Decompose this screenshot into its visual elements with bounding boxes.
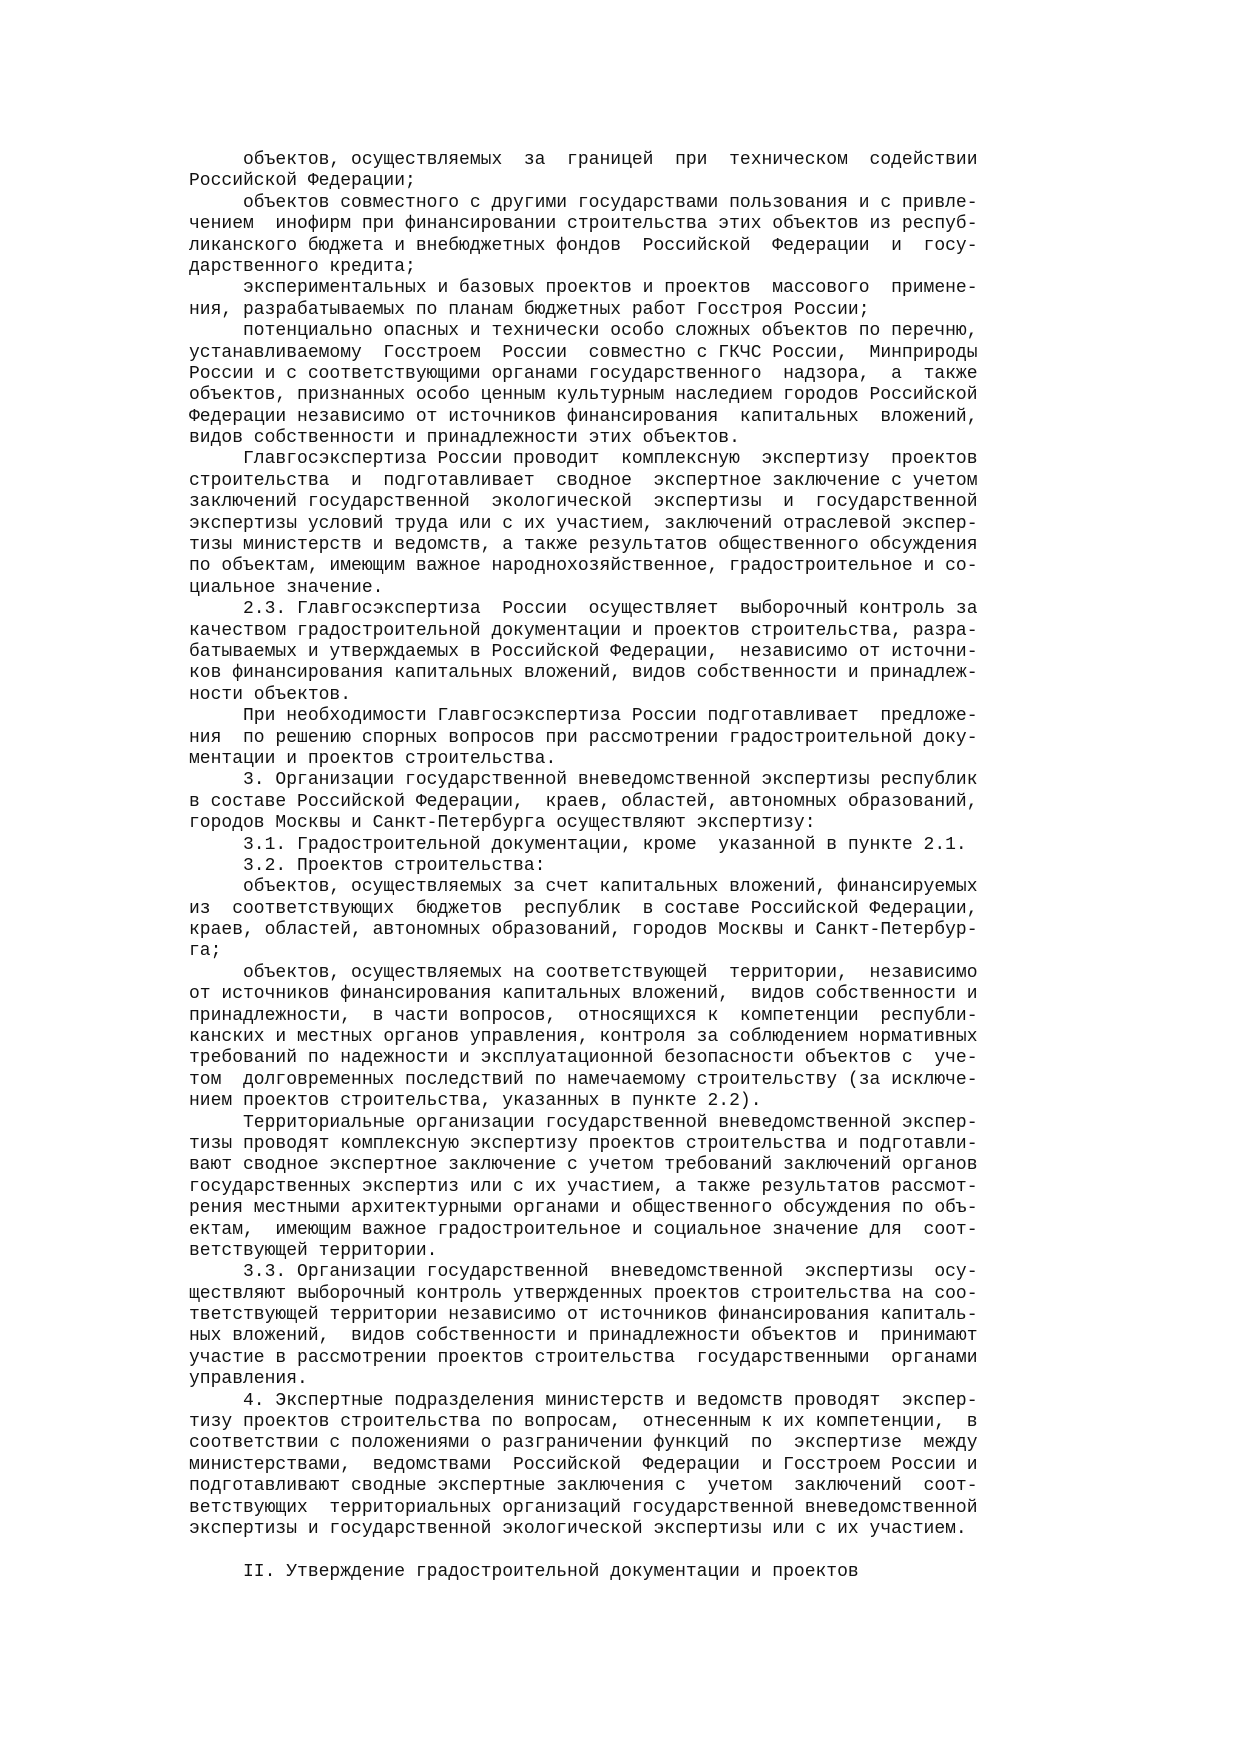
text-line: из соответствующих бюджетов республик в составе Российской Федерации,	[189, 898, 978, 919]
text-line: строительства и подготавливает сводное экспертное заключение с учетом	[189, 470, 978, 491]
text-line: соответствии с положениями о разграничении функций по экспертизе между	[189, 1433, 978, 1454]
blank-line	[189, 1540, 1029, 1561]
document-body	[189, 150, 1029, 1540]
text-line: ков финансирования капитальных вложений, видов собственности и принадлеж-	[189, 663, 978, 684]
text-line: от источников финансирования капитальных вложений, видов собственности и	[189, 984, 978, 1005]
text-line: объектов, осуществляемых за счет капитальных вложений, финансируемых	[189, 877, 978, 898]
text-line: ветствующих территориальных организаций государственной вневедомственной	[189, 1497, 978, 1518]
text-line: объектов, осуществляемых на соответствующей территории, независимо	[189, 962, 978, 983]
text-line: тветствующей территории независимо от источников финансирования капиталь-	[189, 1305, 978, 1326]
text-line: дарственного кредита;	[189, 256, 416, 277]
text-line: участие в рассмотрении проектов строительства государственными органами	[189, 1347, 978, 1368]
text-line: видов собственности и принадлежности этих объектов.	[189, 428, 740, 449]
text-line: экспертизы условий труда или с их участием, заключений отраслевой экспер-	[189, 513, 978, 534]
text-line: экспертизы и государственной экологической экспертизы или с их участием.	[189, 1519, 967, 1539]
text-line: тизы проводят комплексную экспертизу проектов строительства и подготавли-	[189, 1133, 978, 1154]
text-line: ности объектов.	[189, 684, 352, 705]
text-line: 3.3. Организации государственной вневедомственной экспертизы осу-	[189, 1262, 978, 1283]
text-line: по объектам, имеющим важное народнохозяйственное, градостроительное и со-	[189, 556, 978, 577]
text-line: нием проектов строительства, указанных в пункте 2.2).	[189, 1091, 762, 1112]
text-line: качеством градостроительной документации и проектов строительства, разра-	[189, 620, 978, 641]
text-line: России и с соответствующими органами государственного надзора, а также	[189, 363, 978, 384]
text-line: городов Москвы и Санкт-Петербурга осуществляют экспертизу:	[189, 813, 816, 834]
text-line: 3.1. Градостроительной документации, кроме указанной в пункте 2.1.	[189, 834, 967, 855]
section-heading: II. Утверждение градостроительной документации и проектов	[189, 1561, 859, 1582]
text-line: ментации и проектов строительства.	[189, 748, 557, 769]
text-line: устанавливаемому Госстроем России совместно с ГКЧС России, Минприроды	[189, 342, 978, 363]
text-line: га;	[189, 941, 222, 962]
text-line: том долговременных последствий по намечаемому строительству (за исключе-	[189, 1069, 978, 1090]
text-line: батываемых и утверждаемых в Российской Федерации, независимо от источни-	[189, 641, 978, 662]
text-line: канских и местных органов управления, контроля за соблюдением нормативных	[189, 1027, 978, 1048]
text-line: управления.	[189, 1369, 308, 1390]
text-line: подготавливают сводные экспертные заключения с учетом заключений соот-	[189, 1476, 978, 1497]
text-line: потенциально опасных и технически особо сложных объектов по перечню,	[189, 321, 978, 342]
text-line: объектов, осуществляемых за границей при техническом содействии	[189, 150, 978, 170]
text-line: ных вложений, видов собственности и принадлежности объектов и принимают	[189, 1326, 978, 1347]
text-line: краев, областей, автономных образований, городов Москвы и Санкт-Петербур-	[189, 920, 978, 941]
text-line: 3.2. Проектов строительства:	[189, 855, 546, 876]
text-line: в составе Российской Федерации, краев, областей, автономных образований,	[189, 791, 978, 812]
text-line: тизы министерств и ведомств, а также результатов общественного обсуждения	[189, 535, 978, 556]
text-line: 4. Экспертные подразделения министерств и ведомств проводят экспер-	[189, 1390, 978, 1411]
text-line: Главгосэкспертиза России проводит комплексную экспертизу проектов	[189, 449, 978, 470]
text-line: ектам, имеющим важное градостроительное и социальное значение для соот-	[189, 1219, 978, 1240]
text-line: чением инофирм при финансировании строительства этих объектов из респуб-	[189, 214, 978, 235]
text-line: принадлежности, в части вопросов, относящихся к компетенции республи-	[189, 1005, 978, 1026]
text-line: ния, разрабатываемых по планам бюджетных работ Госстроя России;	[189, 299, 870, 320]
text-line: При необходимости Главгосэкспертиза России подготавливает предложе-	[189, 706, 978, 727]
document-page	[189, 150, 1029, 1583]
text-line: 2.3. Главгосэкспертиза России осуществляет выборочный контроль за	[189, 599, 978, 620]
text-line: ществляют выборочный контроль утвержденных проектов строительства на соо-	[189, 1283, 978, 1304]
text-line: вают сводное экспертное заключение с учетом требований заключений органов	[189, 1155, 978, 1176]
text-line: заключений государственной экологической экспертизы и государственной	[189, 492, 978, 513]
text-line: Российской Федерации;	[189, 171, 416, 192]
text-line: министерствами, ведомствами Российской Федерации и Госстроем России и	[189, 1454, 978, 1475]
text-line: Федерации независимо от источников финансирования капитальных вложений,	[189, 406, 978, 427]
text-line: тизу проектов строительства по вопросам, отнесенным к их компетенции, в	[189, 1412, 978, 1433]
text-line: ния по решению спорных вопросов при рассмотрении градостроительной доку-	[189, 727, 978, 748]
text-line: циальное значение.	[189, 577, 384, 598]
text-line: Территориальные организации государственной вневедомственной экспер-	[189, 1112, 978, 1133]
text-line: государственных экспертиз или с их участием, а также результатов рассмот-	[189, 1176, 978, 1197]
text-line: ветствующей территории.	[189, 1240, 438, 1261]
text-line: объектов, признанных особо ценным культурным наследием городов Российской	[189, 385, 978, 406]
text-line: требований по надежности и эксплуатационной безопасности объектов с уче-	[189, 1048, 978, 1069]
text-line: объектов совместного с другими государствами пользования и с привле-	[189, 192, 978, 213]
text-line: рения местными архитектурными органами и общественного обсуждения по объ-	[189, 1198, 978, 1219]
text-line: 3. Организации государственной вневедомственной экспертизы республик	[189, 770, 978, 791]
text-line: ликанского бюджета и внебюджетных фондов Российской Федерации и госу-	[189, 235, 978, 256]
text-line: экспериментальных и базовых проектов и проектов массового примене-	[189, 278, 978, 299]
